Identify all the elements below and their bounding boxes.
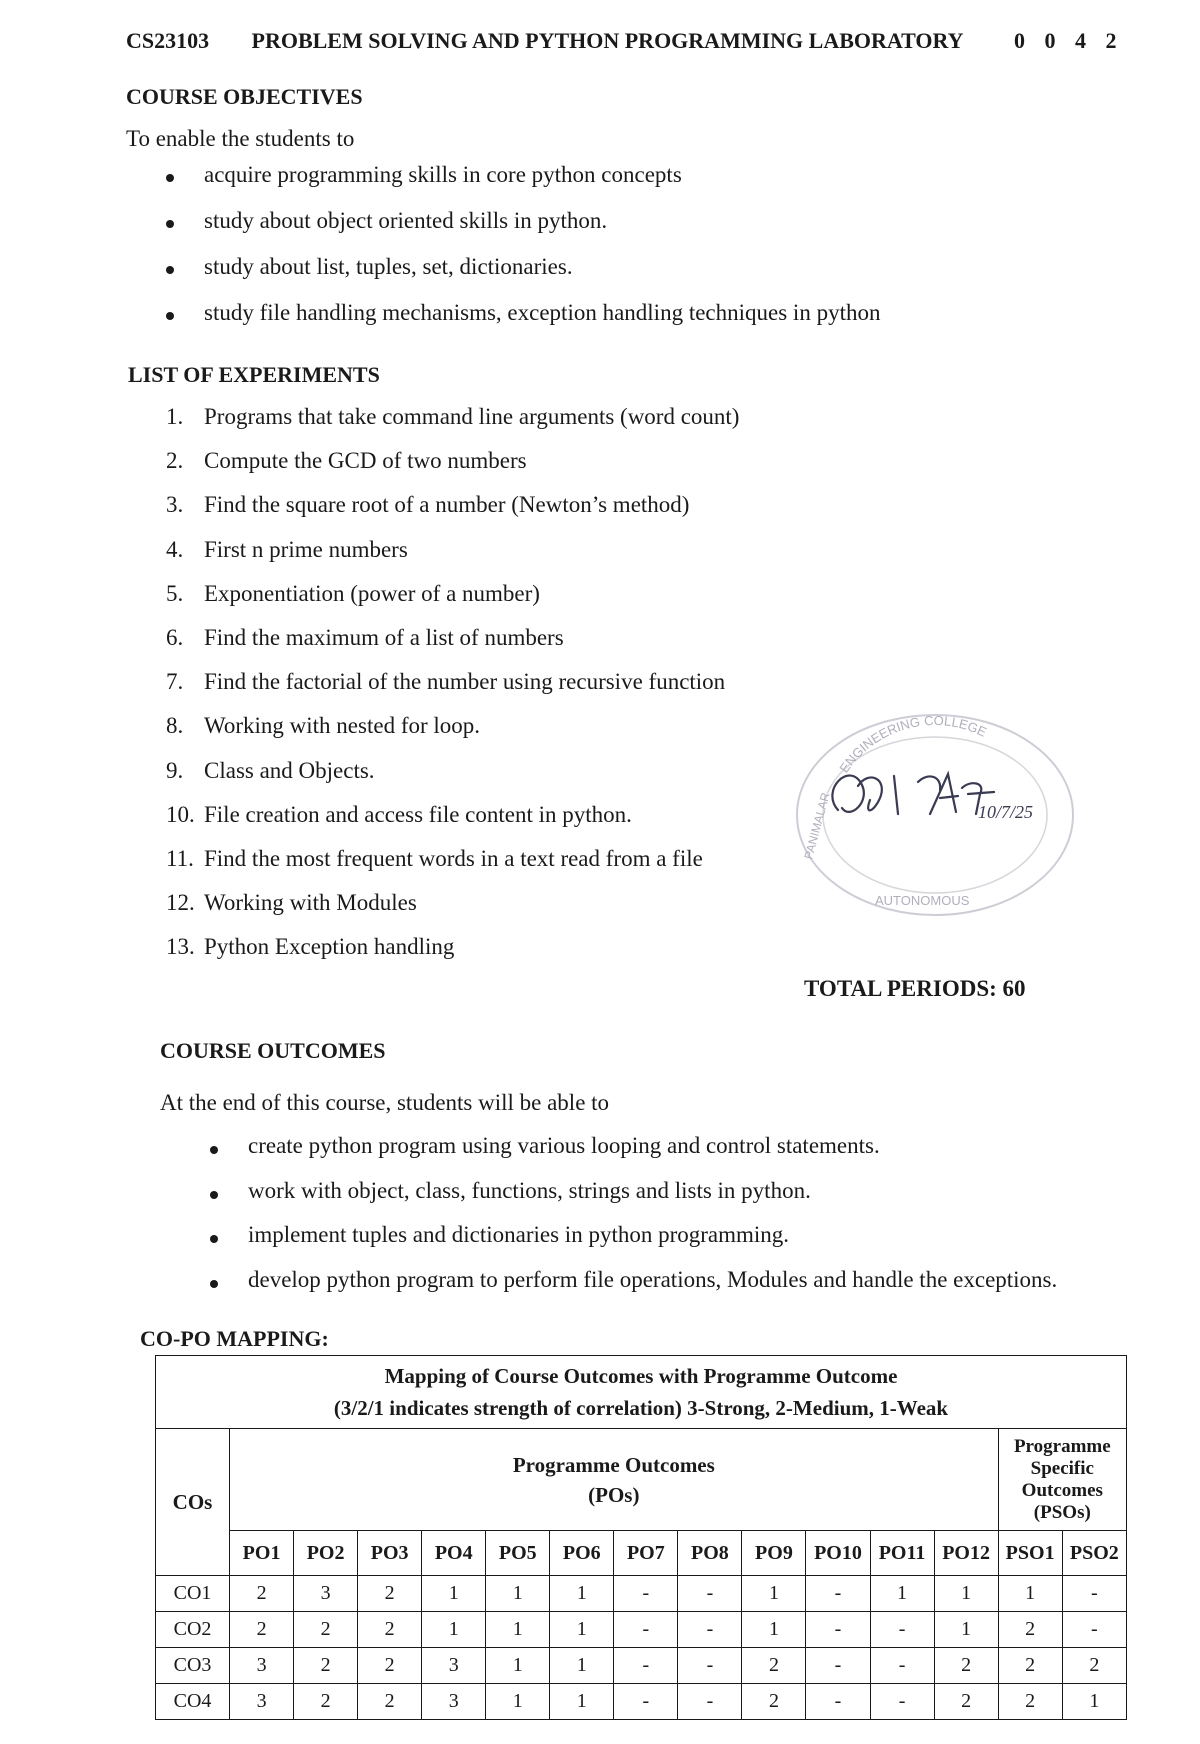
co-label: CO2 (156, 1612, 230, 1648)
outcomes-heading: COURSE OUTCOMES (160, 1038, 386, 1063)
pso-group-line4: (PSOs) (1033, 1501, 1091, 1523)
list-item (166, 492, 739, 536)
pso-group-line2: Specific (1030, 1457, 1094, 1479)
item-number: 13. (166, 934, 195, 960)
column-header-pso2: PSO2 (1062, 1531, 1126, 1576)
table-cell: - (806, 1684, 870, 1720)
signature-icon (832, 774, 994, 814)
college-stamp (790, 690, 1080, 920)
table-cell: 3 (230, 1684, 294, 1720)
stamp-text-side: PANIMALAR (801, 791, 833, 861)
objectives-heading: COURSE OBJECTIVES (126, 84, 363, 109)
item-text: Find the square root of a number (Newton’s method) (204, 492, 690, 518)
item-text: Programs that take command line arguments (word count) (204, 404, 740, 429)
table-cell: 2 (742, 1684, 806, 1720)
course-title: PROBLEM SOLVING AND PYTHON PROGRAMMING LABORATORY (251, 28, 964, 53)
course-code: CS23103 (126, 28, 210, 53)
table-row (156, 1648, 1127, 1684)
outcomes-intro: At the end of this course, students will be able to (160, 1090, 610, 1115)
table-cell: - (614, 1648, 678, 1684)
table-cell: 1 (486, 1612, 550, 1648)
column-header-po6: PO6 (550, 1531, 614, 1576)
stamp-text-top: ENGINEERING COLLEGE (836, 712, 989, 776)
co-label: CO3 (156, 1648, 230, 1684)
table-cell: 2 (230, 1576, 294, 1612)
item-text: File creation and access file content in python. (204, 801, 632, 827)
pso-group-line1: Programme (1013, 1435, 1111, 1457)
table-cell: 1 (742, 1576, 806, 1612)
table-cell: 1 (550, 1684, 614, 1720)
table-cell: 1 (550, 1576, 614, 1612)
table-cell: 1 (934, 1612, 998, 1648)
table-cell: 1 (742, 1612, 806, 1648)
item-text: Class and Objects. (204, 757, 375, 783)
table-cell: 2 (294, 1612, 358, 1648)
item-number: 7. (166, 669, 184, 695)
course-credits: 0 0 4 2 (1014, 28, 1124, 53)
column-header-pso1: PSO1 (998, 1531, 1062, 1576)
table-body (156, 1576, 1127, 1720)
item-text: Compute the GCD of two numbers (204, 448, 527, 474)
table-cell: 2 (294, 1648, 358, 1684)
column-header-po1: PO1 (230, 1531, 294, 1576)
list-item (166, 802, 739, 846)
signature-date: 10/7/25 (978, 802, 1034, 822)
item-number: 11. (166, 845, 194, 871)
item-text: Python Exception handling (204, 934, 455, 960)
list-item: study about object oriented skills in python. (162, 208, 880, 254)
column-header-po4: PO4 (422, 1531, 486, 1576)
list-item (166, 448, 739, 492)
item-text: Find the maximum of a list of numbers (204, 624, 564, 650)
item-text: Working with Modules (204, 890, 417, 916)
column-header-po7: PO7 (614, 1531, 678, 1576)
table-title-line1: Mapping of Course Outcomes with Programme Outcome (384, 1364, 898, 1388)
item-number: 8. (166, 713, 184, 739)
list-item (166, 934, 739, 978)
table-cell: 1 (1062, 1684, 1126, 1720)
column-header-po11: PO11 (870, 1531, 934, 1576)
item-number: 12. (166, 890, 195, 916)
table-cell: 2 (294, 1684, 358, 1720)
item-number: 2. (166, 448, 184, 474)
table-title-line2: (3/2/1 indicates strength of correlation) 3-Strong, 2-Medium, 1-Weak (333, 1396, 949, 1420)
table-cell: 2 (1062, 1648, 1126, 1684)
table-cell: 2 (742, 1648, 806, 1684)
table-cell: 1 (486, 1648, 550, 1684)
table-cell: - (806, 1576, 870, 1612)
list-item: implement tuples and dictionaries in python programming. (206, 1222, 1057, 1267)
table-cell: 2 (934, 1684, 998, 1720)
table-cell: 2 (998, 1612, 1062, 1648)
table-cell: 2 (998, 1684, 1062, 1720)
pso-group-line3: Outcomes (1021, 1479, 1103, 1501)
list-item (166, 846, 739, 890)
table-row (156, 1684, 1127, 1720)
list-item (166, 890, 739, 934)
table-cell: 2 (998, 1648, 1062, 1684)
table-cell: 1 (934, 1576, 998, 1612)
pso-group-header (998, 1429, 1126, 1531)
table-row (156, 1576, 1127, 1612)
co-label: CO4 (156, 1684, 230, 1720)
table-cell: 2 (358, 1612, 422, 1648)
table-cell: 1 (486, 1576, 550, 1612)
table-cell: 2 (934, 1648, 998, 1684)
course-header (126, 28, 1126, 54)
table-cell: - (678, 1576, 742, 1612)
item-number: 3. (166, 492, 184, 518)
table-cell: 2 (358, 1684, 422, 1720)
outcomes-list (206, 1133, 1057, 1311)
list-item (166, 581, 739, 625)
table-cell: - (870, 1648, 934, 1684)
list-item: develop python program to perform file operations, Modules and handle the exceptions. (206, 1267, 1057, 1312)
co-po-mapping-table (155, 1355, 1127, 1720)
table-title (156, 1356, 1127, 1429)
co-label: CO1 (156, 1576, 230, 1612)
list-item: create python program using various looping and control statements. (206, 1133, 1057, 1178)
table-cell: 3 (422, 1684, 486, 1720)
list-item (166, 537, 739, 581)
table-cell: - (806, 1648, 870, 1684)
column-header-po2: PO2 (294, 1531, 358, 1576)
column-header-po9: PO9 (742, 1531, 806, 1576)
po-group-header (230, 1429, 999, 1531)
list-item (166, 713, 739, 757)
table-cell: - (1062, 1612, 1126, 1648)
table-cell: 1 (422, 1612, 486, 1648)
list-item (166, 404, 739, 448)
objectives-intro: To enable the students to (126, 126, 355, 151)
table-cell: - (614, 1576, 678, 1612)
po-group-line1: Programme Outcomes (512, 1452, 715, 1477)
table-cell: - (678, 1684, 742, 1720)
po-group-line2: (POs) (588, 1482, 640, 1507)
list-item (166, 669, 739, 713)
table-cell: - (678, 1648, 742, 1684)
table-cell: 1 (550, 1612, 614, 1648)
table-row (156, 1612, 1127, 1648)
experiments-heading: LIST OF EXPERIMENTS (128, 362, 380, 387)
table-cell: 1 (550, 1648, 614, 1684)
item-number: 10. (166, 801, 195, 827)
column-header-po5: PO5 (486, 1531, 550, 1576)
column-header-po12: PO12 (934, 1531, 998, 1576)
experiments-list (166, 404, 739, 978)
list-item: acquire programming skills in core python concepts (162, 162, 880, 208)
column-header-po10: PO10 (806, 1531, 870, 1576)
table-cell: 1 (486, 1684, 550, 1720)
table-cell: - (1062, 1576, 1126, 1612)
table-cell: 3 (230, 1648, 294, 1684)
table-cell: 2 (358, 1576, 422, 1612)
table-cell: 1 (998, 1576, 1062, 1612)
item-number: 4. (166, 536, 184, 562)
cos-header: COs (156, 1429, 230, 1576)
list-item: work with object, class, functions, strings and lists in python. (206, 1178, 1057, 1223)
total-periods: TOTAL PERIODS: 60 (804, 976, 1026, 1001)
item-text: First n prime numbers (204, 536, 408, 562)
stamp-text-bottom: AUTONOMOUS (875, 893, 970, 908)
table-cell: 1 (870, 1576, 934, 1612)
objectives-list (162, 162, 880, 346)
item-number: 9. (166, 757, 184, 783)
item-number: 5. (166, 580, 184, 606)
column-header-row (156, 1531, 1127, 1576)
table-cell: - (870, 1684, 934, 1720)
table-cell: 1 (422, 1576, 486, 1612)
column-header-po3: PO3 (358, 1531, 422, 1576)
list-item: study about list, tuples, set, dictionaries. (162, 254, 880, 300)
mapping-heading: CO-PO MAPPING: (140, 1326, 329, 1351)
table-cell: 3 (422, 1648, 486, 1684)
table-cell: - (614, 1684, 678, 1720)
table-cell: 3 (294, 1576, 358, 1612)
item-text: Exponentiation (power of a number) (204, 580, 540, 606)
item-number: 6. (166, 624, 184, 650)
item-text: Find the factorial of the number using recursive function (204, 669, 726, 695)
table-cell: 2 (358, 1648, 422, 1684)
table-cell: - (678, 1612, 742, 1648)
item-text: Working with nested for loop. (204, 713, 481, 739)
item-number: 1. (166, 404, 184, 429)
table-cell: - (806, 1612, 870, 1648)
list-item (166, 625, 739, 669)
list-item (166, 758, 739, 802)
column-header-po8: PO8 (678, 1531, 742, 1576)
list-item: study file handling mechanisms, exception handling techniques in python (162, 300, 880, 346)
table-cell: 2 (230, 1612, 294, 1648)
table-cell: - (614, 1612, 678, 1648)
item-text: Find the most frequent words in a text read from a file (204, 845, 703, 871)
table-cell: - (870, 1612, 934, 1648)
